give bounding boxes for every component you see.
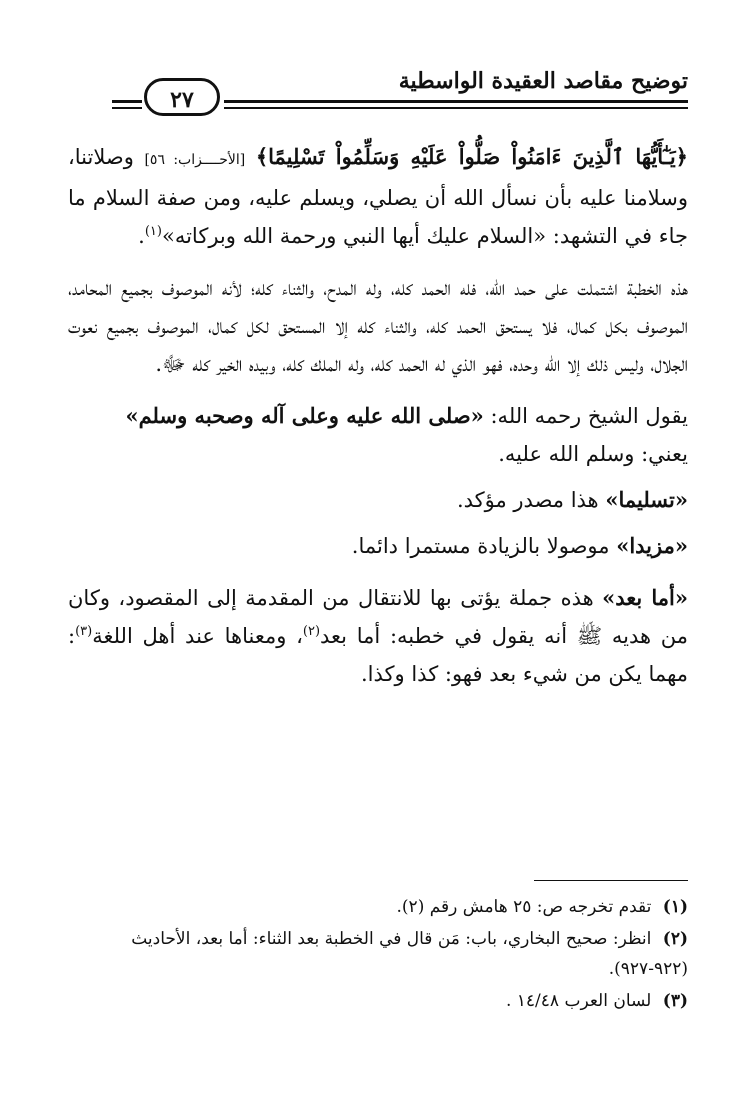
paragraph-4-text: هذا مصدر مؤكد. [456,488,599,512]
footnote-marker-3: (٣) [75,624,93,639]
paragraph-5-text: موصولا بالزيادة مستمرا دائما. [351,534,610,558]
paragraph-5 [68,527,688,565]
footnote-3-text: لسان العرب ١٤/٤٨ . [505,991,652,1011]
footnote-2 [68,924,688,984]
footnote-2-text: انظر: صحيح البخاري، باب: مَن قال في الخطبة بعد الثناء: أما بعد، الأحاديث (٩٢٢-٩٢٧). [131,929,688,979]
page-header [112,66,688,126]
footnote-1-text: تقدم تخرجه ص: ٢٥ هامش رقم (٢). [396,897,652,917]
paragraph-3-rest: يعني: وسلم الله عليه. [498,442,688,466]
paragraph-6-text-c: : مهما يكن من شيء بعد فهو: كذا وكذا. [68,624,688,686]
paragraph-2: هذه الخطبة اشتملت على حمد الله، فله الحمد كله، وله المدح، والثناء كله؛ لأنه الموصوف بجميع المحامد، الموصوف بكل كمال، فلا يستحق الحمد كله، والثناء كله إلا المستحق لكل كمال، الموصوف بجميع نعوت الجلال، وليس ذلك إلا الله وحده، فهو الذي له الحمد كله، وله الملك كله، وبيده الخير كله ﷻ. [68,276,688,376]
quran-verse: ﴿يَـٰٓأَيُّهَا ٱلَّذِينَ ءَامَنُواْ صَلُّواْ عَلَيْهِ وَسَلِّمُواْ تَسْلِيمًا﴾ [255,144,688,169]
paragraph-6-text-a: هذه جملة يؤتى بها للانتقال من المقدمة إلى المقصود، وكان من هديه ﷺ أنه يقول في خطبه: أما بعد [68,586,688,648]
footnotes [68,892,688,1018]
paragraph-4 [68,481,688,519]
footnote-separator [534,880,688,881]
term-amma-bad: «أما بعد» [602,585,688,610]
footnote-3-number: (٣) [662,991,688,1011]
paragraph-6 [68,579,688,693]
paragraph-1: ﴿يَـٰٓأَيُّهَا ٱلَّذِينَ ءَامَنُواْ صَلُّواْ عَلَيْهِ وَسَلِّمُواْ تَسْلِيمًا﴾ [الأحــــزاب: ٥٦] وصلاتنا، وسلامنا عليه بأن نسأل الله أن يصلي، ويسلم عليه، ومن صفة السلام ما جاء في التشهد: «السلام عليك أيها النبي ورحمة الله وبركاته»$^{(١)}$. [68,144,688,248]
term-mazidan: «مزيدا» [616,533,688,558]
footnote-marker-1: (١) [144,224,162,239]
footnote-3 [68,986,688,1016]
footnote-1 [68,892,688,922]
running-title: توضيح مقاصد العقيدة الواسطية [398,68,688,94]
paragraph-3 [68,397,688,473]
paragraph-1-text: وصلاتنا، وسلامنا عليه بأن نسأل الله أن يصلي، ويسلم عليه، ومن صفة السلام ما جاء في التشهد: «السلام عليك أيها النبي ورحمة الله وبركاته» [68,145,688,248]
footnote-1-number: (١) [662,897,688,917]
page-number: ٢٧ [144,78,220,116]
paragraph-3-lead: يقول الشيخ رحمه الله: [490,404,688,428]
paragraph-3-quote: «صلى الله عليه وعلى آله وصحبه وسلم» [125,403,484,428]
footnote-2-number: (٢) [662,929,688,949]
term-tasliman: «تسليما» [605,487,688,512]
main-text [68,138,688,707]
paragraph-6-text-b: ، ومعناها عند أهل اللغة [92,624,303,648]
verse-reference: [الأحــــزاب: ٥٦] [144,152,246,168]
footnote-marker-2: (٢) [302,624,321,639]
